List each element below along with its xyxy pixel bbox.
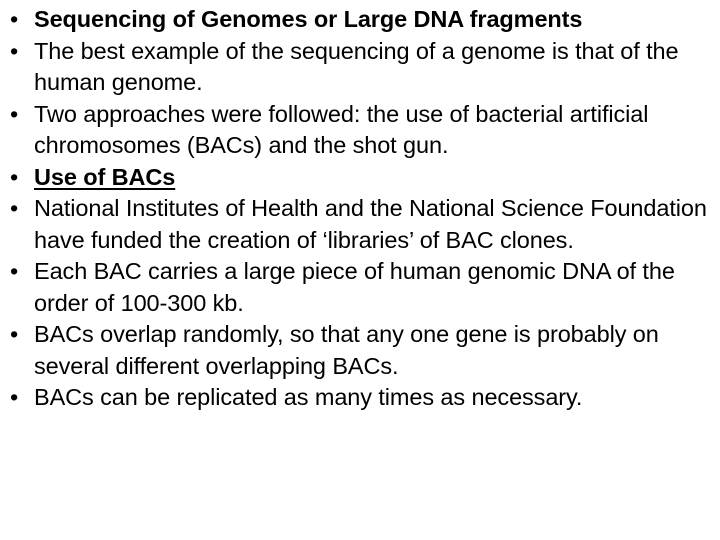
bullet-text: BACs can be replicated as many times as necessary. [34, 384, 583, 410]
bullet-text: BACs overlap randomly, so that any one gene is probably on several different overlapping BACs. [34, 321, 659, 379]
bullet-item [8, 36, 714, 99]
bullet-icon: • [10, 6, 19, 32]
bullet-item-subheading [8, 162, 714, 194]
bullet-text: Use of BACs [34, 163, 176, 190]
bullet-icon: • [10, 321, 19, 347]
bullet-icon: • [10, 37, 19, 64]
bullet-icon: • [10, 163, 19, 190]
bullet-item [8, 256, 714, 319]
bullet-item-heading [8, 4, 714, 36]
bullet-text: Each BAC carries a large piece of human genomic DNA of the order of 100-300 kb. [34, 258, 675, 316]
bullet-item [8, 99, 714, 162]
bullet-text: Sequencing of Genomes or Large DNA fragments [34, 6, 583, 32]
bullet-icon: • [10, 258, 19, 284]
bullet-item [8, 382, 714, 414]
bullet-text: Two approaches were followed: the use of bacterial artificial chromosomes (BACs) and the shot gun. [34, 100, 649, 158]
bullet-icon: • [10, 100, 19, 127]
bullet-icon: • [10, 195, 19, 221]
bullet-text: National Institutes of Health and the National Science Foundation have funded the creation of ‘libraries’ of BAC clones. [34, 195, 707, 253]
bullet-text: The best example of the sequencing of a genome is that of the human genome. [34, 37, 679, 95]
bullet-icon: • [10, 384, 19, 410]
bullet-list [8, 4, 714, 414]
bullet-item [8, 193, 714, 256]
bullet-item [8, 319, 714, 382]
